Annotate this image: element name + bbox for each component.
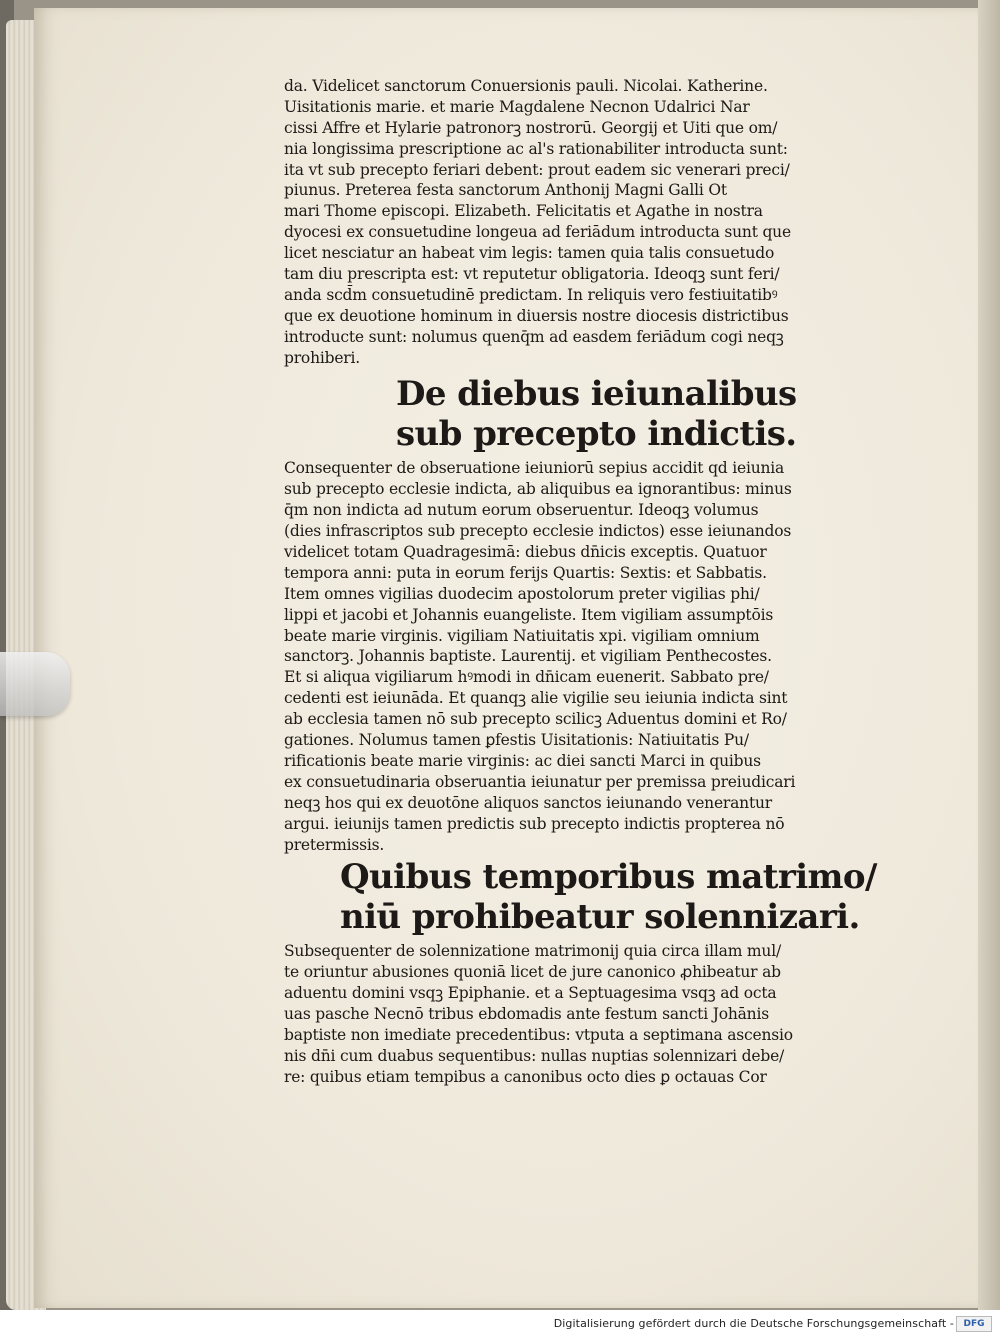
paragraph-fasting <box>284 458 844 855</box>
section-heading-matrimony <box>340 857 877 938</box>
paragraph-feast-days <box>284 76 844 368</box>
text-line: Subsequenter de solennizatione matrimonij quia circa illam mul/ <box>284 942 781 961</box>
text-line: Uisitationis marie. et marie Magdalene Necnon Udalrici Nar <box>284 97 750 116</box>
text-line: da. Videlicet sanctorum Conuersionis pauli. Nicolai. Katherine. <box>284 77 768 95</box>
page-right-edge <box>978 0 1000 1310</box>
heading-line: Quibus temporibus matrimo/ <box>340 857 877 898</box>
text-line: dyocesi ex consuetudine longeua ad feriādum introducta sunt que <box>284 223 791 242</box>
text-line: ab ecclesia tamen nō sub precepto scilicꝫ Aduentus domini et Ro/ <box>284 710 787 729</box>
text-line: (dies infrascriptos sub precepto ecclesie indictos) esse ieiunandos <box>284 522 792 541</box>
heading-line: De diebus ieiunalibus <box>396 374 797 415</box>
text-line: licet nesciatur an habeat vim legis: tamen quia talis consuetudo <box>284 244 775 263</box>
text-line: beate marie virginis. vigiliam Natiuitatis xpi. vigiliam omnium <box>284 626 760 645</box>
text-line: ita vt sub precepto feriari debent: prout eadem sic venerari preci/ <box>284 160 790 179</box>
text-line: que ex deuotione hominum in diuersis nostre diocesis districtibus <box>284 306 789 325</box>
text-line: Consequenter de obseruatione ieiuniorū sepius accidit qd ieiunia <box>284 459 785 478</box>
text-line: te oriuntur abusiones quoniā licet de jure canonico ꝓhibeatur ab <box>284 963 781 982</box>
text-line: piunus. Preterea festa sanctorum Anthonij Magni Galli Ot <box>284 181 727 200</box>
text-line: lippi et jacobi et Johannis euangeliste. Item vigiliam assumptōis <box>284 605 774 624</box>
text-line: re: quibus etiam tempibus a canonibus octo dies ꝑ octauas Cor <box>284 1067 767 1086</box>
text-line: baptiste non imediate precedentibus: vtputa a septimana ascensio <box>284 1025 793 1044</box>
text-line: pretermissis. <box>284 835 385 854</box>
text-line: q̄m non indicta ad nutum eorum obseruentur. Ideoqꝫ volumus <box>284 501 759 520</box>
heading-line: niū prohibeatur solennizari. <box>340 897 860 938</box>
text-line: uas pasche Necnō tribus ebdomadis ante festum sancti Johānis <box>284 1005 769 1024</box>
text-line: argui. ieiunijs tamen predictis sub precepto indictis propterea nō <box>284 814 785 833</box>
text-line: mari Thome episcopi. Elizabeth. Felicitatis et Agathe in nostra <box>284 202 763 221</box>
text-line: nia longissima prescriptione ac al's rationabiliter introducta sunt: <box>284 139 788 158</box>
paragraph-matrimony <box>284 941 844 1087</box>
text-line: sub precepto ecclesie indicta, ab aliquibus ea ignorantibus: minus <box>284 480 792 499</box>
text-line: videlicet totam Quadragesimā: diebus dn̄icis exceptis. Quatuor <box>284 543 767 562</box>
text-line: cissi Affre et Hylarie patronorꝫ nostrorū. Georgij et Uiti que om/ <box>284 118 778 137</box>
text-line: tam diu prescripta est: vt reputetur obligatoria. Ideoqꝫ sunt feri/ <box>284 265 780 284</box>
printed-text <box>284 76 877 1088</box>
text-line: Item omnes vigilias duodecim apostolorum preter vigilias phi/ <box>284 584 760 603</box>
footer-bar <box>0 1310 1000 1335</box>
text-line: aduentu domini vsqꝫ Epiphanie. et a Septuagesima vsqꝫ ad octa <box>284 984 777 1003</box>
text-line: cedenti est ieiunāda. Et quanqꝫ alie vigilie seu ieiunia indicta sint <box>284 689 788 708</box>
page-clip <box>0 652 70 716</box>
text-line: Et si aliqua vigiliarum hꝰmodi in dn̄icam euenerit. Sabbato pre/ <box>284 668 769 687</box>
text-line: nis dn̄i cum duabus sequentibus: nullas nuptias solennizari debe/ <box>284 1046 785 1065</box>
section-heading-fasting <box>396 374 844 454</box>
text-line: tempora anni: puta in eorum ferijs Quartis: Sextis: et Sabbatis. <box>284 563 767 582</box>
text-line: anda scd̄m consuetudinē predictam. In reliquis vero festiuitatibꝰ <box>284 285 778 304</box>
text-line: neqꝫ hos qui ex deuotōne aliquos sanctos ieiunando venerantur <box>284 793 772 812</box>
dfg-logo: DFG <box>956 1316 992 1332</box>
text-line: gationes. Nolumus tamen ꝑfestis Uisitationis: Natiuitatis Pu/ <box>284 731 749 750</box>
text-line: introducte sunt: nolumus quenq̄m ad easdem feriādum cogi neqꝫ <box>284 327 784 346</box>
text-line: sanctorꝫ. Johannis baptiste. Laurentij. et vigiliam Penthecostes. <box>284 647 772 666</box>
text-line: ex consuetudinaria obseruantia ieiunatur per premissa preiudicari <box>284 772 796 791</box>
text-line: rificationis beate marie virginis: ac diei sancti Marci in quibus <box>284 751 761 770</box>
heading-line: sub precepto indictis. <box>396 414 797 455</box>
funding-credit: Digitalisierung gefördert durch die Deutsche Forschungsgemeinschaft - <box>553 1317 954 1330</box>
text-line: prohiberi. <box>284 348 360 367</box>
